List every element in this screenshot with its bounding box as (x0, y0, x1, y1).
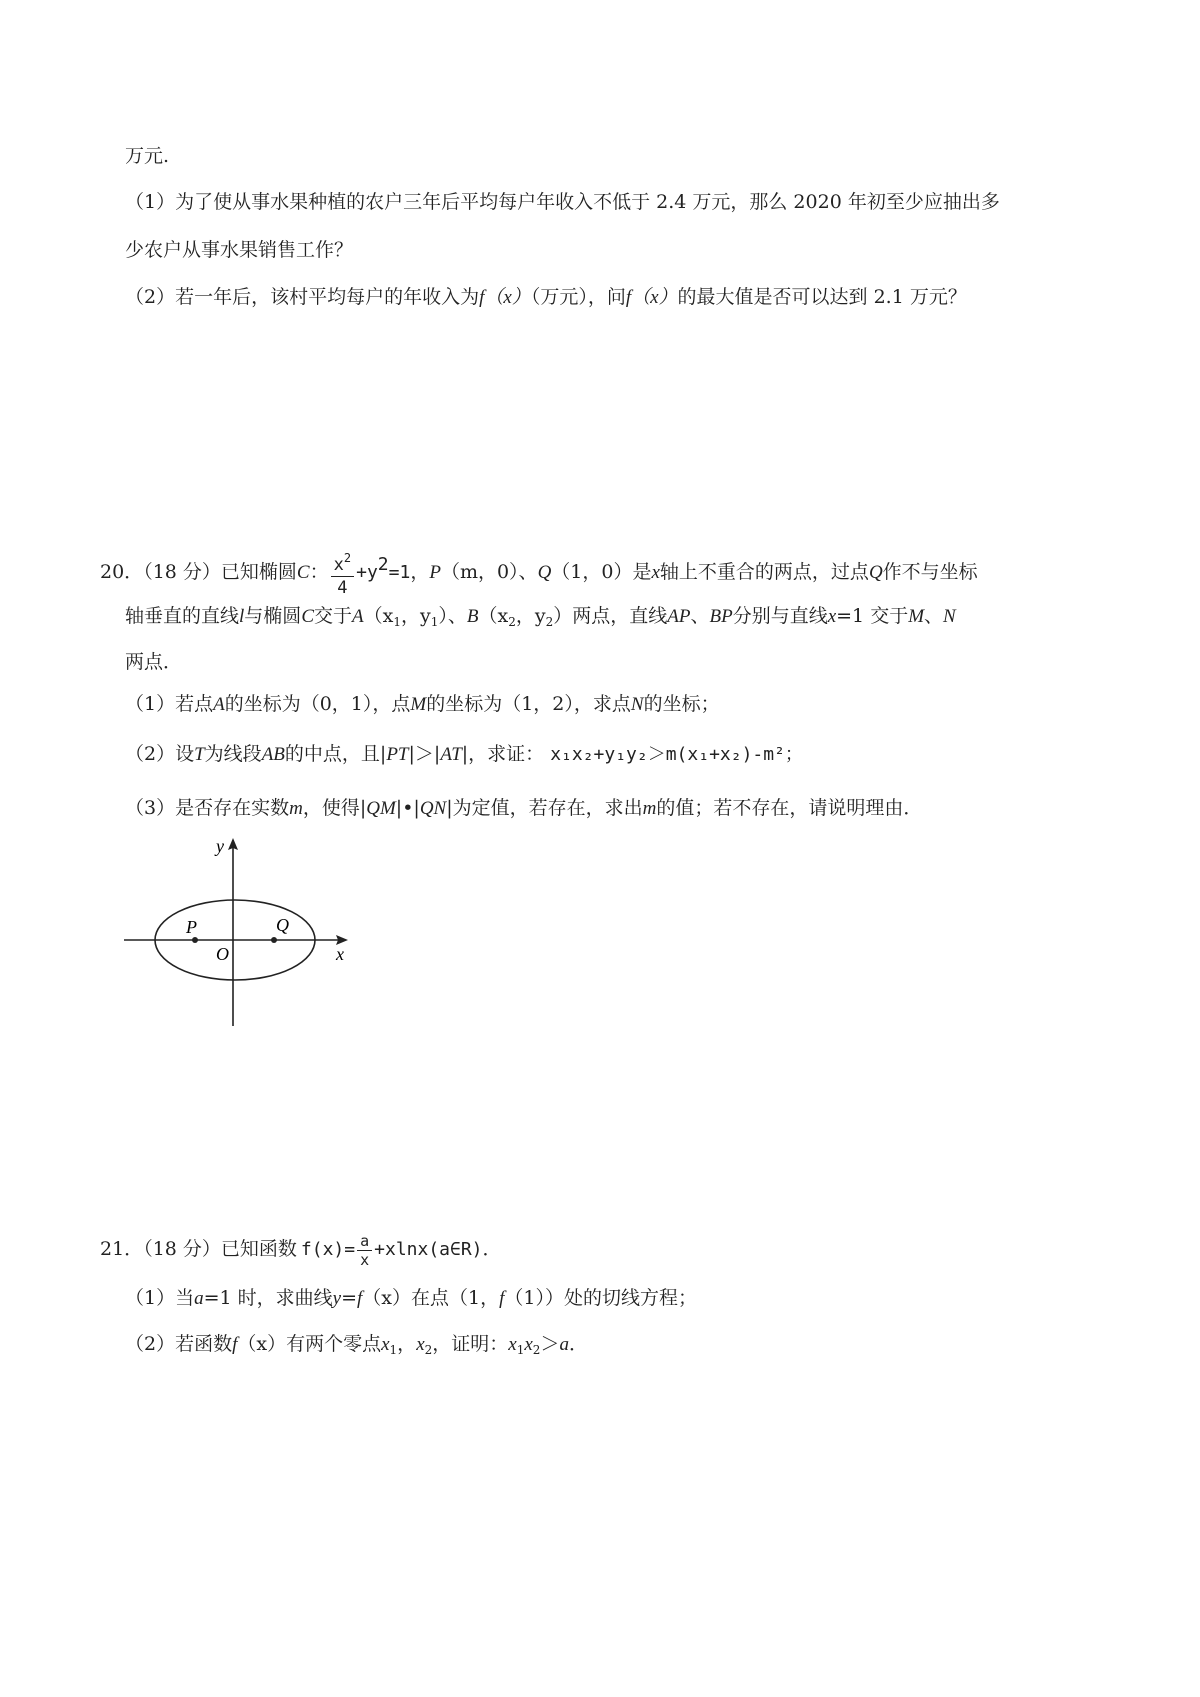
var: m (289, 798, 303, 819)
var: N (630, 694, 644, 715)
text: 2 (508, 615, 516, 629)
text: ，使得| (302, 797, 367, 819)
text: （1）当 (125, 1287, 195, 1309)
text: （2）若一年后，该村平均每户的年收入为 (125, 286, 480, 308)
text: 1 (430, 615, 439, 629)
label-y: y (216, 836, 224, 856)
text: ，证明： (432, 1333, 509, 1355)
text: 的值；若不存在，请说明理由． (656, 797, 923, 819)
var: AT (440, 744, 462, 765)
label-p: P (186, 917, 197, 937)
var: x (508, 1334, 517, 1355)
text: （1，0）是 (551, 561, 652, 583)
var: B (466, 606, 479, 627)
var: Q (868, 562, 883, 583)
text: 1 (516, 1343, 525, 1357)
text: x (333, 555, 344, 575)
q20-part2 (125, 740, 803, 769)
var: M (908, 606, 925, 627)
var: x (524, 1334, 533, 1355)
var: x (381, 1334, 390, 1355)
text: 的坐标； (643, 693, 720, 715)
text: ． (482, 1238, 502, 1260)
var: A (352, 606, 364, 627)
text: +xlnx(a∈R) (374, 1239, 483, 1260)
q21-stem (100, 1224, 502, 1275)
var: AP (667, 606, 691, 627)
text: （万元），问 (530, 286, 626, 308)
var: P (429, 562, 441, 583)
text: 2 (377, 554, 389, 575)
text: ＞ (540, 1333, 560, 1355)
text: 、 (924, 605, 944, 627)
score: （18 分） (143, 1238, 221, 1260)
var: M (410, 694, 427, 715)
text: 2 (424, 1343, 433, 1357)
question-number: 20． (100, 561, 144, 583)
text: |•| (395, 797, 420, 819)
text: f(x)= (300, 1239, 356, 1260)
text: （x (478, 605, 509, 627)
var: N (943, 606, 956, 627)
text: 的中点，且| (284, 743, 387, 765)
text: 为线段 (204, 743, 262, 765)
text: 的坐标为（1，2），求点 (426, 693, 631, 715)
var: AB (261, 744, 285, 765)
point-p (192, 937, 198, 943)
q20-stem-line1 (100, 540, 978, 599)
text: ，y (515, 605, 546, 627)
var: C (301, 606, 314, 627)
ellipse-figure (118, 832, 368, 1032)
text: 、 (690, 605, 710, 627)
text: =1 (388, 562, 411, 583)
var: f (357, 1288, 363, 1309)
text: |为定值，若存在，求出 (446, 797, 643, 819)
text: （x）在点（1， (362, 1287, 500, 1309)
text: 轴上不重合的两点，过点 (659, 561, 869, 583)
text: （x (363, 605, 394, 627)
q19-tail: 万元. (125, 145, 170, 167)
var: Q (537, 562, 552, 583)
var: x (416, 1334, 425, 1355)
text: x (360, 1250, 370, 1269)
text: 作不与坐标 (882, 561, 978, 583)
var: f (499, 1288, 505, 1309)
ellipse-fraction (331, 547, 354, 599)
q19-part2 (125, 283, 967, 312)
text: 2 (343, 551, 352, 565)
q20-stem-line2 (125, 602, 956, 636)
var: y (332, 1288, 342, 1309)
label-q: Q (276, 915, 289, 935)
text: |＞| (408, 743, 441, 765)
q19-part1-line2: 少农户从事水果销售工作？ (125, 239, 354, 261)
var: PT (386, 744, 409, 765)
point-q (271, 937, 277, 943)
text: 2 (545, 615, 554, 629)
text: 交于 (314, 605, 353, 627)
text: 的坐标为（0，1），点 (224, 693, 411, 715)
var: T (194, 744, 205, 765)
inequality: x₁x₂+y₁y₂＞m(x₁+x₂)-m²； (550, 744, 803, 765)
text: ，y (400, 605, 431, 627)
var: a (194, 1288, 204, 1309)
score: （18 分） (143, 561, 221, 583)
var: BP (709, 606, 733, 627)
text: ： (309, 561, 329, 583)
text: （2）若函数 (125, 1333, 233, 1355)
text: （x）有两个零点 (237, 1333, 382, 1355)
q20-part3 (125, 794, 922, 823)
text: 2 (532, 1343, 541, 1357)
text: 1 (389, 1343, 398, 1357)
text: = (341, 1287, 358, 1309)
text: =1 时，求曲线 (203, 1287, 333, 1309)
q19-part1-line1: （1）为了使从事水果种植的农户三年后平均每户年收入不低于 2.4 万元，那么 2020 年初至少应抽出多 (125, 191, 1000, 213)
text: =1 交于 (836, 605, 909, 627)
var: f (232, 1334, 238, 1355)
text: ）、 (438, 605, 467, 627)
text: |，求证： (461, 743, 545, 765)
text: ． (568, 1333, 588, 1355)
text: 分别与直线 (732, 605, 828, 627)
var: QM (366, 798, 396, 819)
text: ， (397, 1333, 417, 1355)
text: 已知函数 (220, 1238, 297, 1260)
text: 的最大值是否可以达到 2.1 万元？ (677, 286, 967, 308)
question-number: 21． (100, 1238, 144, 1260)
text: （1）若点 (125, 693, 214, 715)
var: C (296, 562, 310, 583)
var: x (651, 562, 660, 583)
text: ）两点，直线 (553, 605, 668, 627)
text: +y (356, 562, 378, 583)
function-fx: f（x） (625, 287, 678, 308)
var: A (213, 694, 225, 715)
function-fraction (357, 1232, 372, 1269)
text: （3）是否存在实数 (125, 797, 290, 819)
q20-stem-line3: 两点． (125, 651, 183, 673)
text: （1））处的切线方程； (504, 1287, 697, 1309)
label-x: x (336, 944, 344, 964)
function-fx: f（x） (479, 287, 531, 308)
text: 4 (337, 578, 348, 598)
text: 与椭圆 (244, 605, 302, 627)
text: 轴垂直的直线 (125, 605, 240, 627)
text: a (357, 1232, 372, 1251)
text: 1 (393, 615, 401, 629)
var: x (827, 606, 837, 627)
label-o: O (216, 944, 229, 964)
text: 已知椭圆 (220, 561, 297, 583)
var: QN (419, 798, 447, 819)
text: ， (410, 561, 430, 583)
var: m (642, 798, 657, 819)
text: （2）设 (125, 743, 195, 765)
q21-part1 (125, 1284, 697, 1313)
var: a (559, 1334, 569, 1355)
q20-part1 (125, 690, 720, 719)
text: （m，0）、 (440, 561, 538, 583)
q21-part2 (125, 1330, 588, 1364)
var: l (239, 606, 245, 627)
